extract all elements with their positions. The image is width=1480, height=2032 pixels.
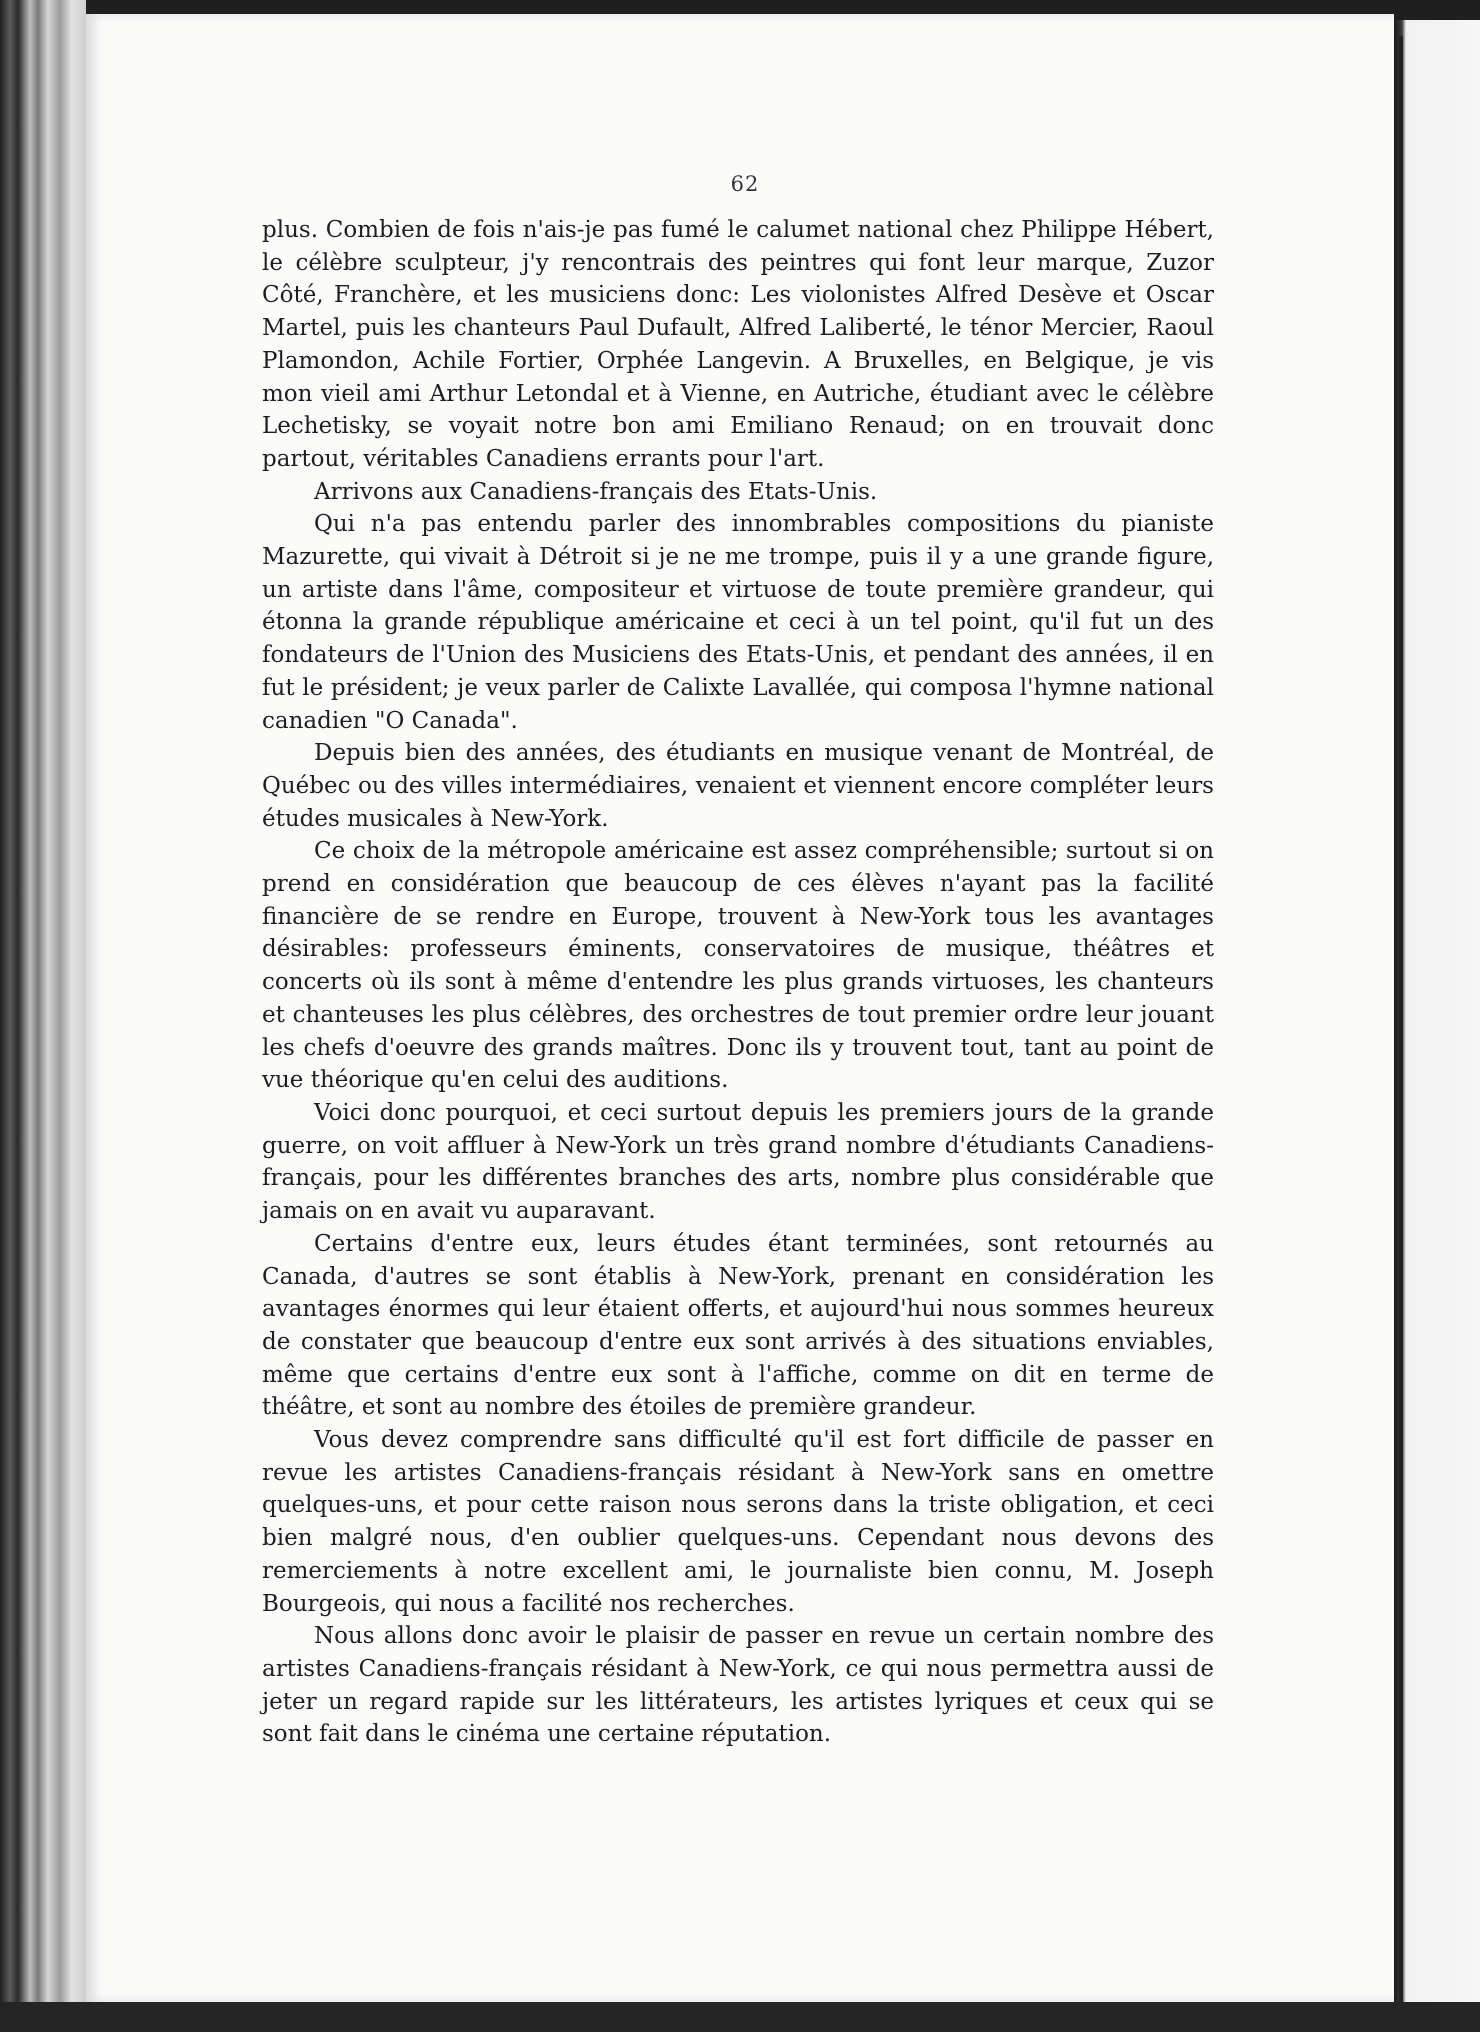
page-number: 62	[730, 172, 760, 196]
paragraph-6: Voici donc pourquoi, et ceci surtout depuis les premiers jours de la grande guerre, on voit affluer à New-York un très grand nombre d'étudiants Canadiens-français, pour les différentes branches des arts, nombre plus considérable que jamais on en avait vu auparavant.	[262, 1099, 1214, 1225]
paragraph-5: Ce choix de la métropole américaine est assez compréhensible; surtout si on prend en considération que beaucoup de ces élèves n'ayant pas la facilité financière de se rendre en Europe, trouvent à New-York tous les avantages désirables: professeurs éminents, conservatoires de musique, théâtres et concerts où ils sont à même d'entendre les plus grands virtuoses, les chanteurs et chanteuses les plus célèbres, des orchestres de tout premier ordre leur jouant les chefs d'oeuvre des grands maîtres. Donc ils y trouvent tout, tant au point de vue théorique qu'en celui des auditions.	[262, 838, 1214, 1094]
paragraph-7: Certains d'entre eux, leurs études étant terminées, sont retournés au Canada, d'autres se sont établis à New-York, prenant en considération les avantages énormes qui leur étaient offerts, et aujourd'hui nous sommes heureux de constater que beaucoup d'entre eux sont arrivés à des situations enviables, même que certains d'entre eux sont à l'affiche, comme on dit en terme de théâtre, et sont au nombre des étoiles de première grandeur.	[262, 1230, 1214, 1421]
paragraph-9: Nous allons donc avoir le plaisir de passer en revue un certain nombre des artistes Canadiens-français résidant à New-York, ce qui nous permettra aussi de jeter un regard rapide sur les littérateurs, les artistes lyriques et ceux qui se sont fait dans le cinéma une certaine réputation.	[262, 1623, 1214, 1748]
book-right-page-edge	[1394, 20, 1480, 2010]
paragraph-2: Arrivons aux Canadiens-français des Etats-Unis.	[314, 478, 878, 505]
scanner-bottom-border	[0, 2002, 1480, 2032]
book-spine-left-pages	[0, 0, 86, 2032]
paragraph-4: Depuis bien des années, des étudiants en musique venant de Montréal, de Québec ou des villes intermédiaires, venaient et viennent encore compléter leurs études musicales à New-York.	[262, 740, 1214, 832]
paragraph-8: Vous devez comprendre sans difficulté qu'il est fort difficile de passer en revue les artistes Canadiens-français résidant à New-York sans en omettre quelques-uns, et pour cette raison nous serons dans la triste obligation, et ceci bien malgré nous, d'en oublier quelques-uns. Cependant nous devons des remerciements à notre excellent ami, le journaliste bien connu, M. Joseph Bourgeois, qui nous a facilité nos recherches.	[262, 1427, 1214, 1617]
page-body-text	[262, 214, 1214, 1751]
paragraph-3: Qui n'a pas entendu parler des innombrables compositions du pianiste Mazurette, qui vivait à Détroit si je ne me trompe, puis il y a une grande figure, un artiste dans l'âme, compositeur et virtuose de toute première grandeur, qui étonna la grande république américaine et ceci à un tel point, qu'il fut un des fondateurs de l'Union des Musiciens des Etats-Unis, et pendant des années, il en fut le président; je veux parler de Calixte Lavallée, qui composa l'hymne national canadien "O Canada".	[262, 511, 1214, 734]
page-gutter-line	[1399, 36, 1403, 2011]
paragraph-1: plus. Combien de fois n'ais-je pas fumé le calumet national chez Philippe Hébert, le célèbre sculpteur, j'y rencontrais des peintres qui font leur marque, Zuzor Côté, Franchère, et les musiciens donc: Les violonistes Alfred Desève et Oscar Martel, puis les chanteurs Paul Dufault, Alfred Laliberté, le ténor Mercier, Raoul Plamondon, Achile Fortier, Orphée Langevin. A Bruxelles, en Belgique, je vis mon vieil ami Arthur Letondal et à Vienne, en Autriche, étudiant avec le célèbre Lechetisky, se voyait notre bon ami Emiliano Renaud; on en trouvait donc partout, véritables Canadiens errants pour l'art.	[262, 217, 1214, 472]
